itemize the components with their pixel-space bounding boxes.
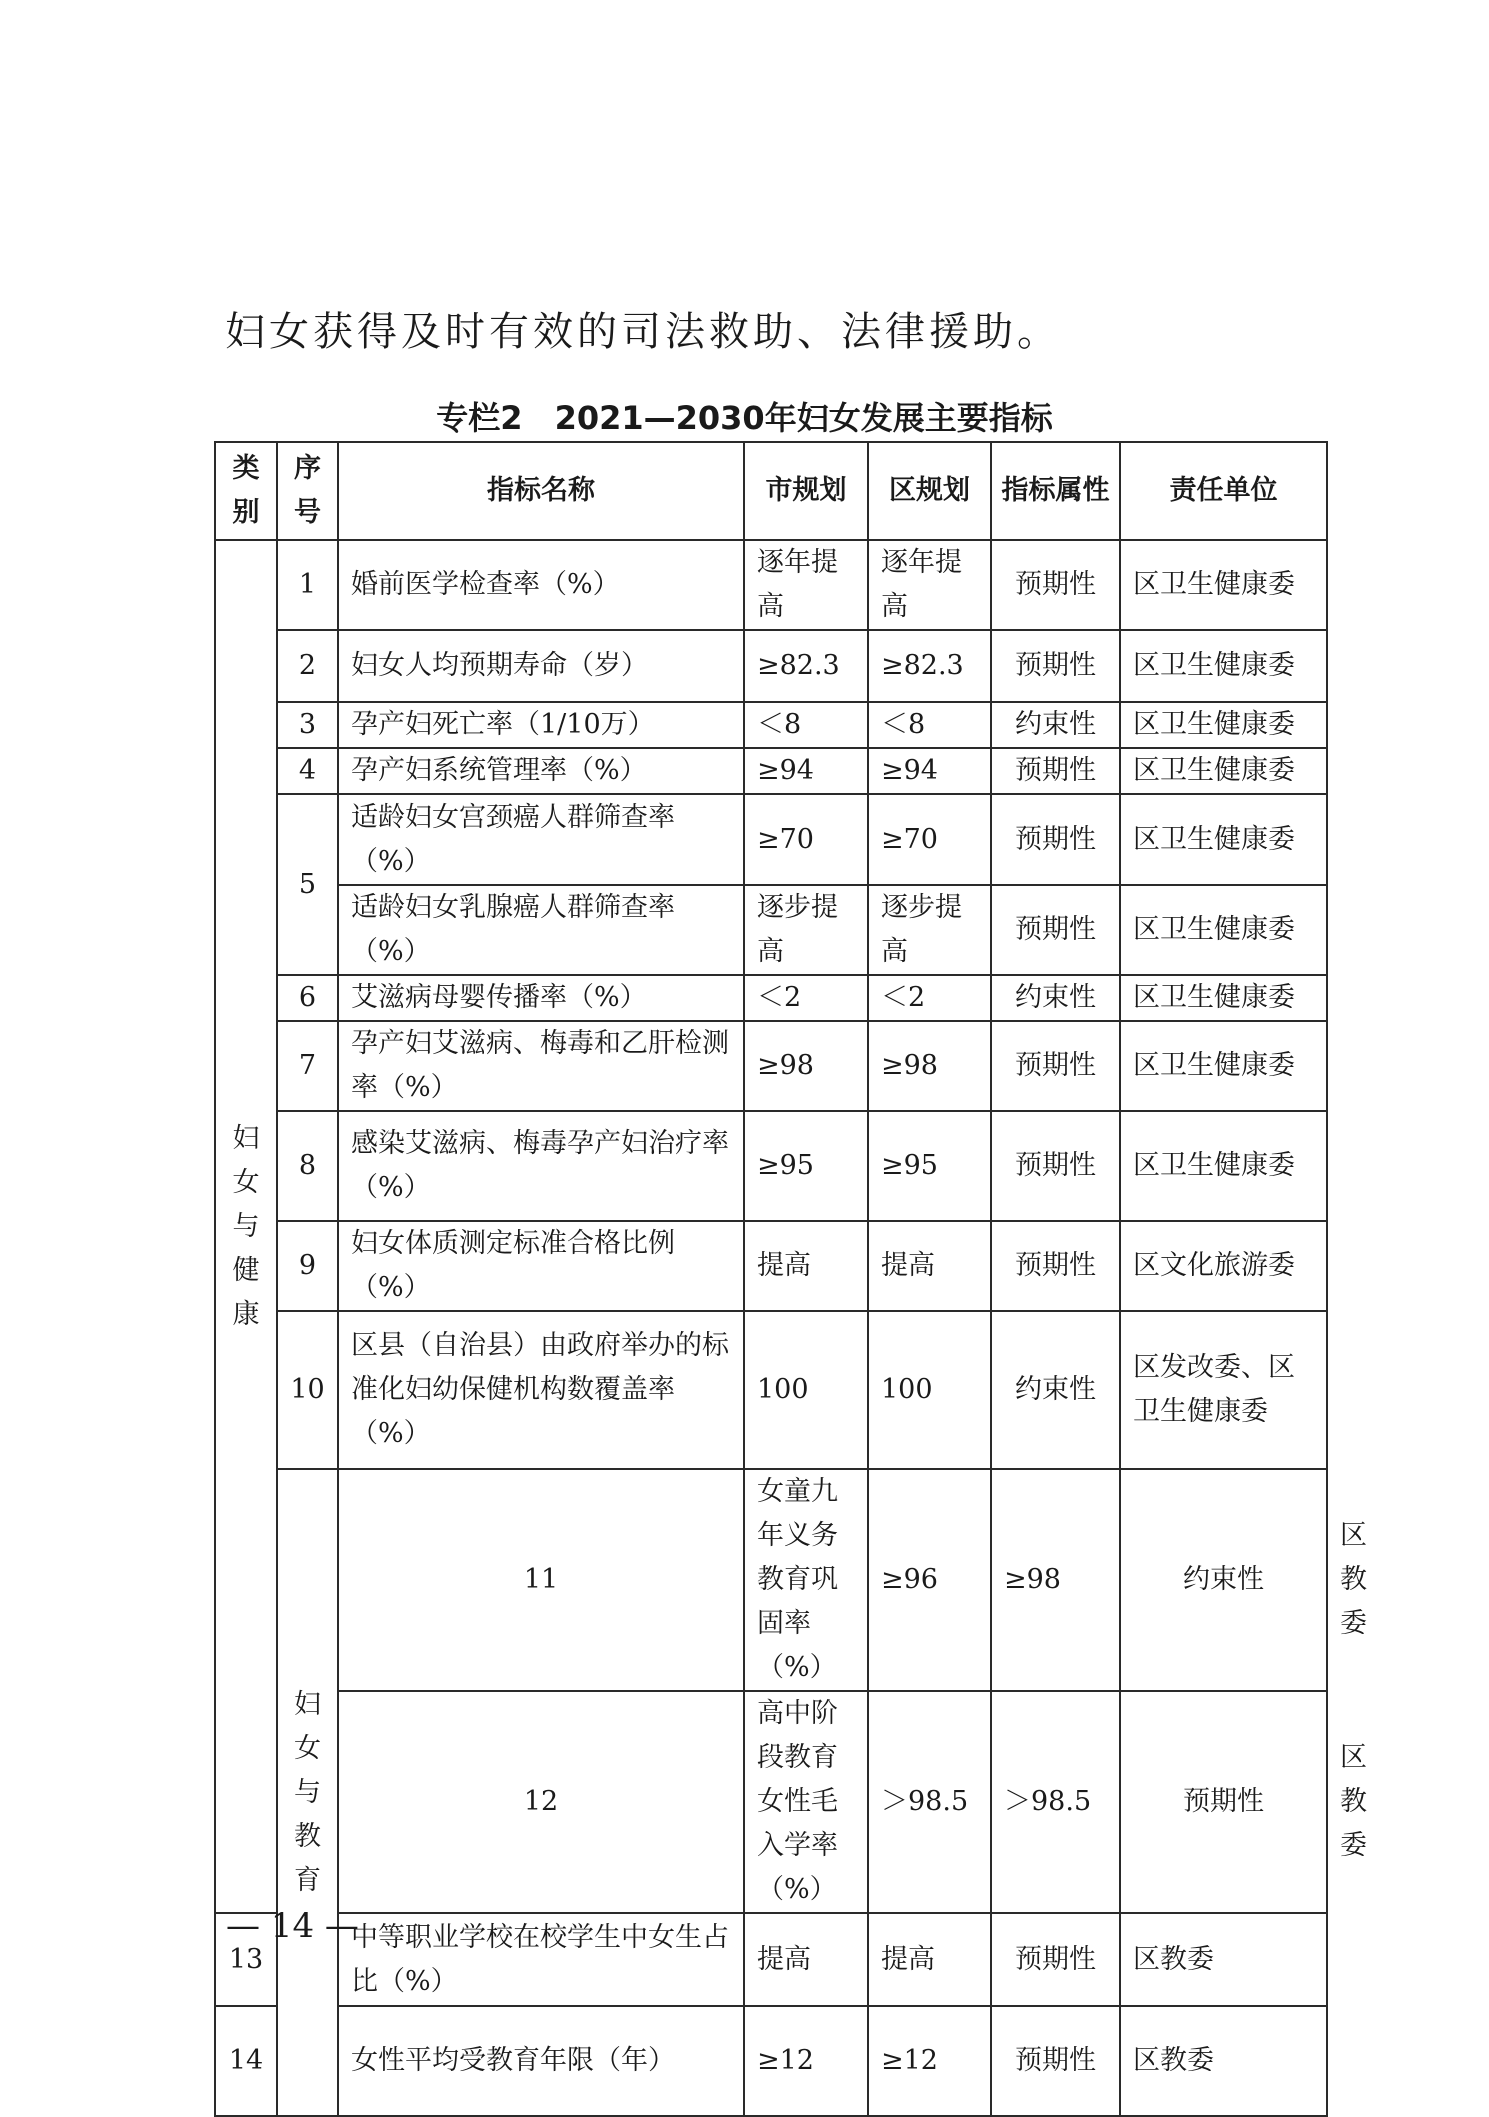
table-caption: 专栏2 2021—2030年妇女发展主要指标 [436, 399, 1053, 437]
header-seq: 序号 [277, 442, 338, 540]
row-name: 女童九年义务教育巩固率（%） [744, 1469, 868, 1691]
table-row [215, 885, 1327, 975]
row-attr: 预期性 [991, 1111, 1120, 1221]
row-attr: 预期性 [991, 1021, 1120, 1111]
row-seq: 6 [277, 975, 338, 1021]
row-attr: 预期性 [991, 794, 1120, 885]
row-seq: 11 [338, 1469, 744, 1691]
header-unit: 责任单位 [1120, 442, 1327, 540]
row-unit: 区发改委、区卫生健康委 [1120, 1311, 1327, 1469]
row-city: ＞98.5 [868, 1691, 991, 1913]
row-city: ≥94 [744, 748, 868, 794]
header-city: 市规划 [744, 442, 868, 540]
row-name: 高中阶段教育女性毛入学率（%） [744, 1691, 868, 1913]
row-city: ≥82.3 [744, 630, 868, 702]
row-district: 100 [868, 1311, 991, 1469]
row-name: 孕产妇系统管理率（%） [338, 748, 744, 794]
row-city: 100 [744, 1311, 868, 1469]
table-row: 妇女与教育 11 女童九年义务教育巩固率（%） ≥96 ≥98 约束性 区教委 [215, 1469, 1327, 1691]
row-district: ≥12 [868, 2006, 991, 2116]
row-attr: 预期性 [1120, 1691, 1327, 1913]
row-attr: 约束性 [991, 702, 1120, 748]
row-seq: 4 [277, 748, 338, 794]
row-unit: 区卫生健康委 [1120, 702, 1327, 748]
row-district: ≥94 [868, 748, 991, 794]
row-seq: 12 [338, 1691, 744, 1913]
header-name: 指标名称 [338, 442, 744, 540]
row-unit: 区卫生健康委 [1120, 794, 1327, 885]
table-row [215, 1111, 1327, 1221]
row-seq: 13 [215, 1913, 277, 2006]
row-district: 提高 [868, 1913, 991, 2006]
row-name: 孕产妇艾滋病、梅毒和乙肝检测率（%） [338, 1021, 744, 1111]
row-name: 妇女体质测定标准合格比例（%） [338, 1221, 744, 1311]
table-row [215, 2006, 1327, 2116]
category-health: 妇女与健康 [215, 540, 277, 1913]
row-city: ≥70 [744, 794, 868, 885]
row-district: ≥98 [991, 1469, 1120, 1691]
table-row [215, 1913, 1327, 2006]
row-attr: 预期性 [991, 885, 1120, 975]
row-name: 女性平均受教育年限（年） [338, 2006, 744, 2116]
row-seq: 5 [277, 794, 338, 975]
row-seq: 3 [277, 702, 338, 748]
row-attr: 预期性 [991, 630, 1120, 702]
row-name: 适龄妇女乳腺癌人群筛查率（%） [338, 885, 744, 975]
row-district: 逐步提高 [868, 885, 991, 975]
row-name: 妇女人均预期寿命（岁） [338, 630, 744, 702]
row-seq: 7 [277, 1021, 338, 1111]
table-header-row [215, 442, 1327, 540]
header-attr: 指标属性 [991, 442, 1120, 540]
row-name: 婚前医学检查率（%） [338, 540, 744, 630]
row-unit: 区教委 [1120, 1913, 1327, 2006]
row-city: ≥98 [744, 1021, 868, 1111]
row-attr: 预期性 [991, 1913, 1120, 2006]
row-city: ＜8 [744, 702, 868, 748]
header-district: 区规划 [868, 442, 991, 540]
row-unit: 区卫生健康委 [1120, 1021, 1327, 1111]
row-city: ≥12 [744, 2006, 868, 2116]
row-city: ≥95 [744, 1111, 868, 1221]
row-city: 提高 [744, 1221, 868, 1311]
table-row [215, 540, 1327, 630]
row-attr: 预期性 [991, 540, 1120, 630]
row-city: ≥96 [868, 1469, 991, 1691]
row-name: 中等职业学校在校学生中女生占比（%） [338, 1913, 744, 2006]
row-district: ≥82.3 [868, 630, 991, 702]
row-seq: 10 [277, 1311, 338, 1469]
row-district: ≥95 [868, 1111, 991, 1221]
row-attr: 预期性 [991, 748, 1120, 794]
row-unit: 区文化旅游委 [1120, 1221, 1327, 1311]
row-seq: 14 [215, 2006, 277, 2116]
table-row: 12 高中阶段教育女性毛入学率（%） ＞98.5 ＞98.5 预期性 区教委 [215, 1691, 1327, 1913]
row-attr: 预期性 [991, 1221, 1120, 1311]
row-unit: 区卫生健康委 [1120, 630, 1327, 702]
table-row [215, 1221, 1327, 1311]
row-name: 孕产妇死亡率（1/10万） [338, 702, 744, 748]
row-seq: 1 [277, 540, 338, 630]
row-unit: 区卫生健康委 [1120, 885, 1327, 975]
row-seq: 8 [277, 1111, 338, 1221]
indicator-table [214, 441, 1367, 2117]
table-row [215, 702, 1327, 748]
row-district: ＜2 [868, 975, 991, 1021]
row-attr: 约束性 [1120, 1469, 1327, 1691]
row-name: 适龄妇女宫颈癌人群筛查率（%） [338, 794, 744, 885]
row-unit: 区卫生健康委 [1120, 1111, 1327, 1221]
row-unit: 区卫生健康委 [1120, 748, 1327, 794]
row-attr: 约束性 [991, 975, 1120, 1021]
row-seq: 9 [277, 1221, 338, 1311]
row-unit: 区卫生健康委 [1120, 540, 1327, 630]
row-name: 感染艾滋病、梅毒孕产妇治疗率（%） [338, 1111, 744, 1221]
category-education: 妇女与教育 [277, 1469, 338, 2116]
table-row [215, 1311, 1327, 1469]
row-district: ≥70 [868, 794, 991, 885]
row-district: 逐年提高 [868, 540, 991, 630]
row-district: ＞98.5 [991, 1691, 1120, 1913]
table-row [215, 630, 1327, 702]
table-row [215, 748, 1327, 794]
header-category: 类别 [215, 442, 277, 540]
page-number: — 14 — [226, 1906, 359, 1946]
row-city: 逐年提高 [744, 540, 868, 630]
table-row [215, 1021, 1327, 1111]
intro-paragraph: 妇女获得及时有效的司法救助、法律援助。 [225, 309, 1061, 355]
row-district: 提高 [868, 1221, 991, 1311]
row-city: 逐步提高 [744, 885, 868, 975]
row-seq: 2 [277, 630, 338, 702]
row-unit: 区卫生健康委 [1120, 975, 1327, 1021]
row-district: ≥98 [868, 1021, 991, 1111]
row-unit: 区教委 [1120, 2006, 1327, 2116]
row-name: 艾滋病母婴传播率（%） [338, 975, 744, 1021]
row-name: 区县（自治县）由政府举办的标准化妇幼保健机构数覆盖率（%） [338, 1311, 744, 1469]
row-district: ＜8 [868, 702, 991, 748]
row-city: ＜2 [744, 975, 868, 1021]
row-attr: 约束性 [991, 1311, 1120, 1469]
table-row [215, 794, 1327, 885]
row-city: 提高 [744, 1913, 868, 2006]
row-attr: 预期性 [991, 2006, 1120, 2116]
table-row [215, 975, 1327, 1021]
